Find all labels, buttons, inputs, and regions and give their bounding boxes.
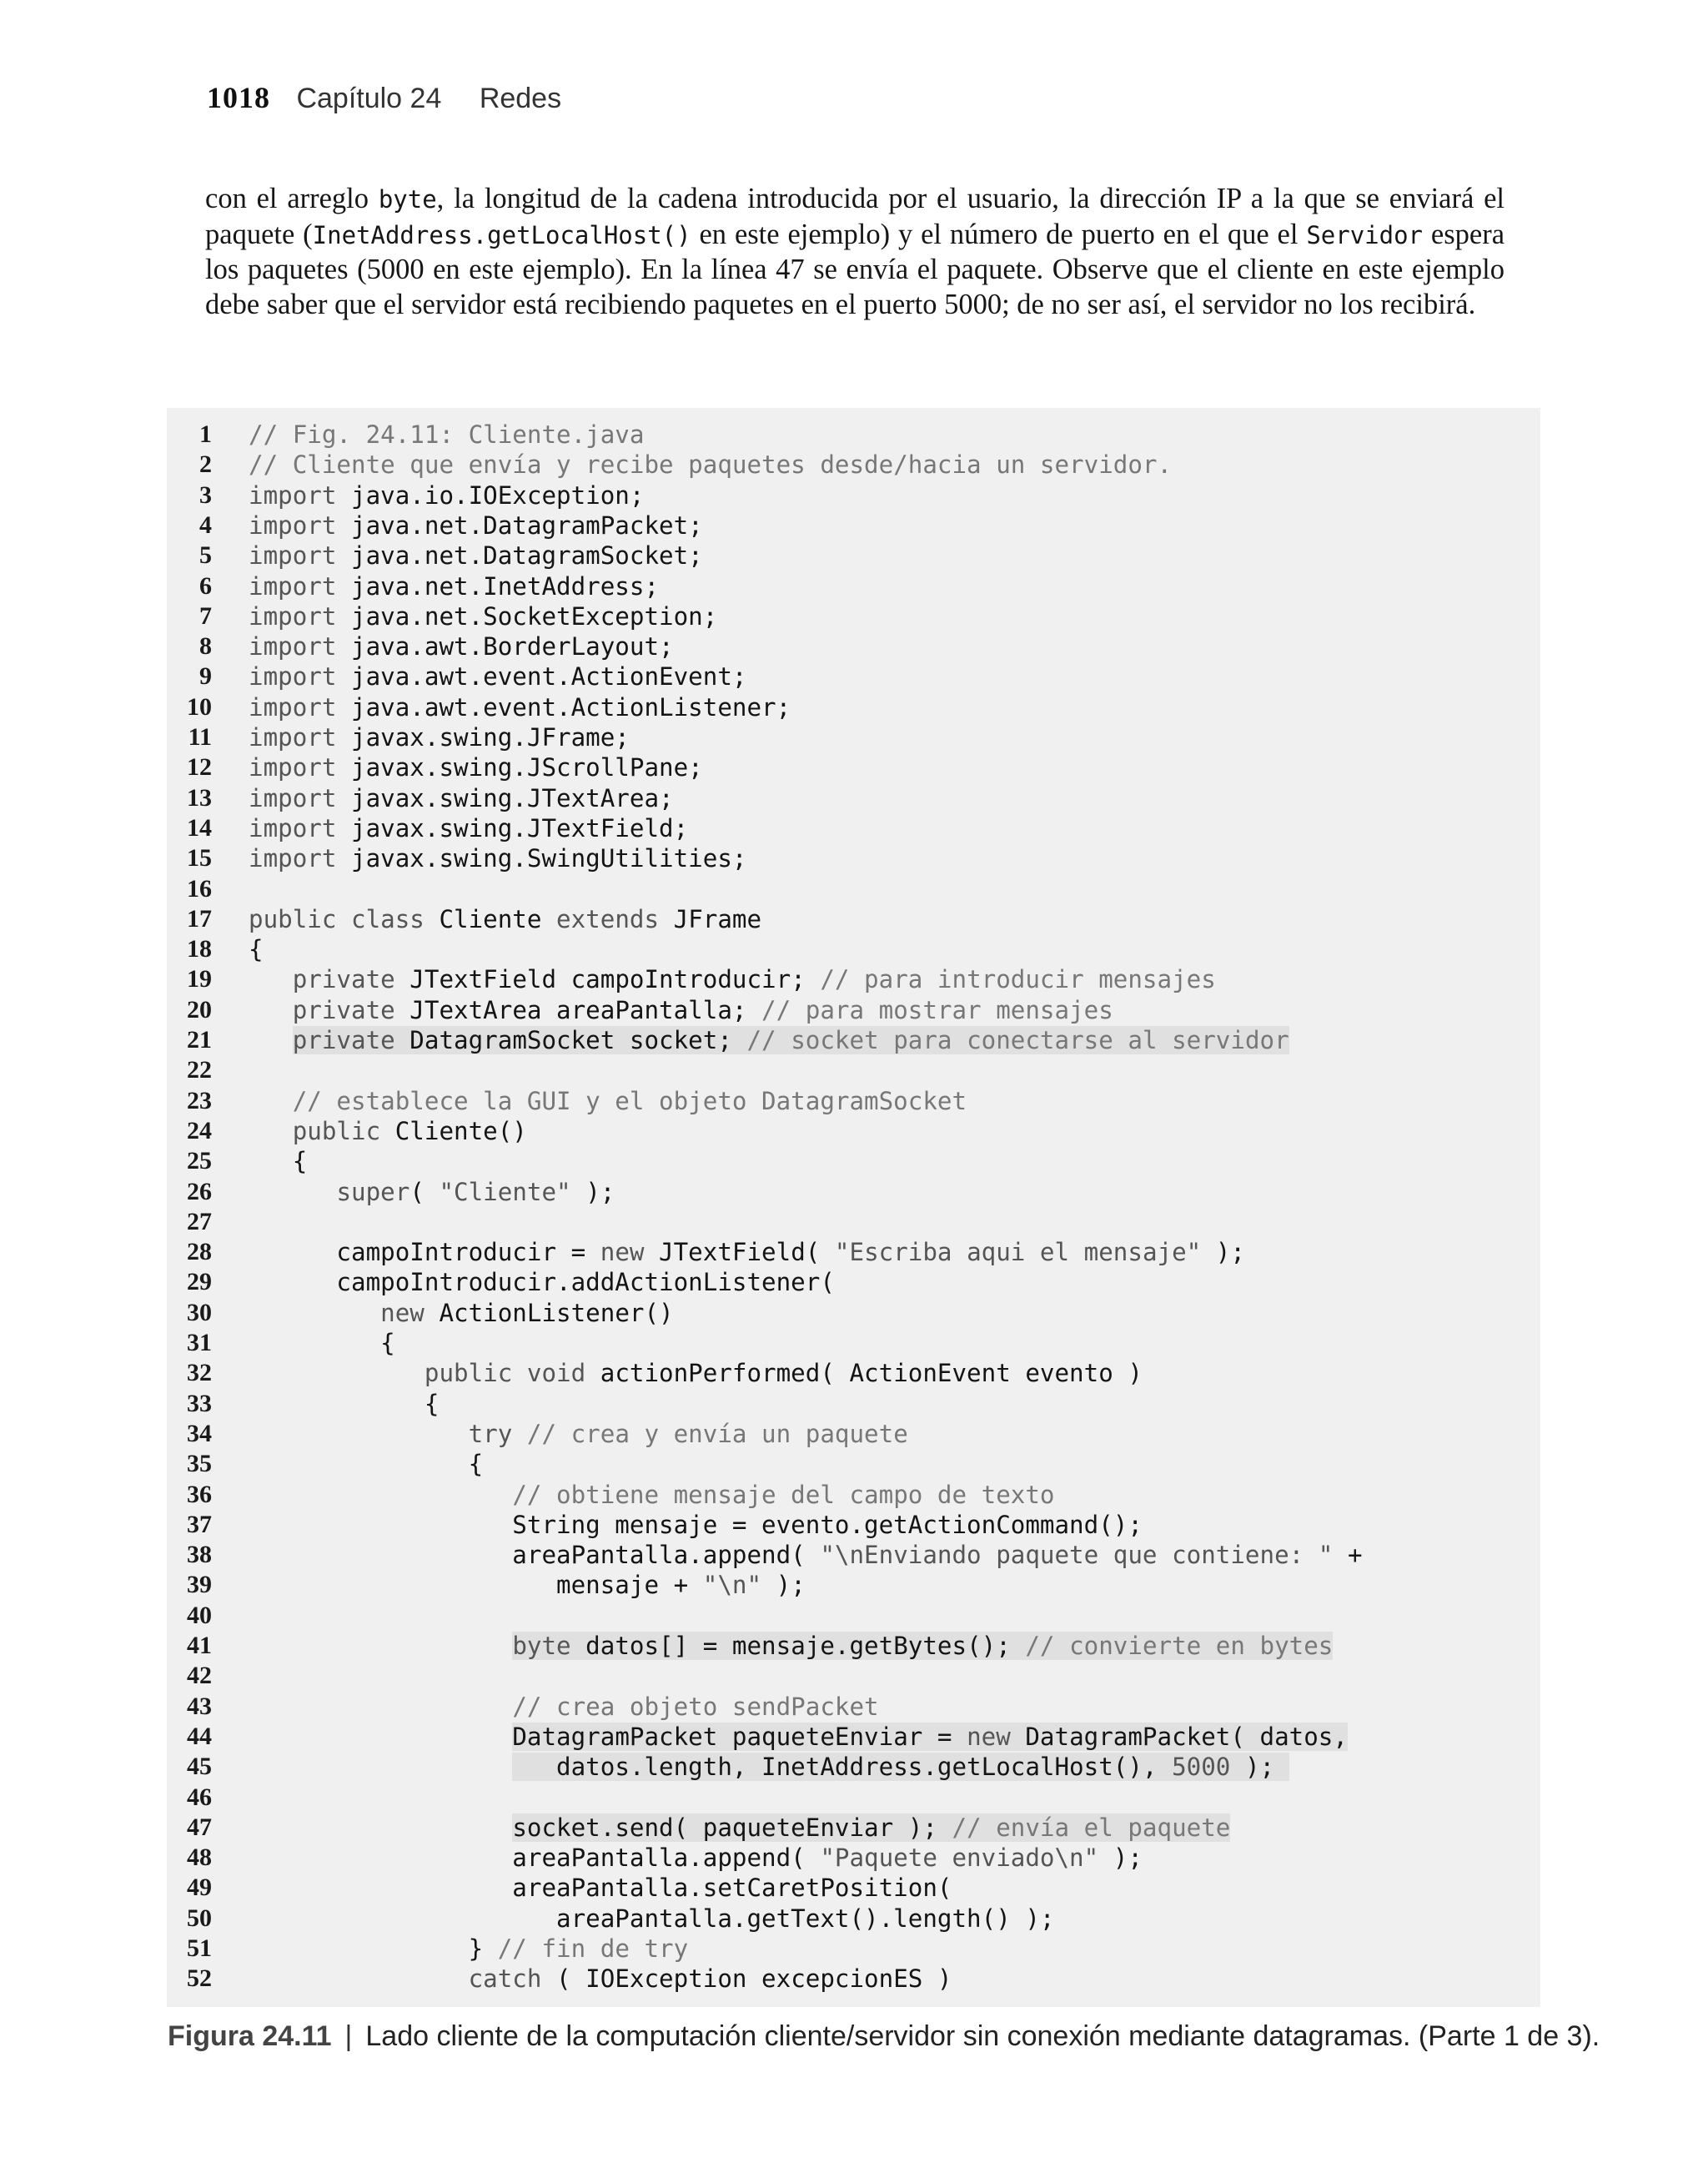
- line-number: 23: [187, 1086, 212, 1114]
- code-line: [167, 450, 1540, 480]
- code-line: [167, 601, 1540, 631]
- code-token: new: [600, 1238, 645, 1267]
- code-line: [167, 1055, 1540, 1085]
- code-token: [249, 1420, 469, 1448]
- line-number: 21: [187, 1026, 212, 1054]
- code-text: [249, 843, 746, 873]
- code-line: [167, 1813, 1540, 1843]
- code-line: [167, 1722, 1540, 1752]
- code-line: [167, 1934, 1540, 1964]
- figure-label: Figura 24.11: [168, 2020, 332, 2052]
- code-token: DatagramPacket paqueteEnviar =: [512, 1722, 967, 1751]
- code-text: [249, 1237, 1245, 1267]
- code-line: [167, 1358, 1540, 1388]
- line-number: 2: [199, 450, 212, 479]
- code-token: campoIntroducir =: [249, 1238, 600, 1267]
- code-token: "\n": [702, 1571, 762, 1600]
- code-token: {: [249, 1450, 484, 1479]
- code-line: [167, 843, 1540, 873]
- line-number: 12: [187, 753, 212, 782]
- code-line: [167, 1692, 1540, 1722]
- line-number: 13: [187, 783, 212, 812]
- code-line: [167, 1177, 1540, 1207]
- code-token: +: [1333, 1541, 1363, 1570]
- paragraph-text: en este ejemplo) y el número de puerto en el que el: [691, 218, 1307, 250]
- code-token: 5000: [1172, 1753, 1231, 1782]
- code-token: campoIntroducir.addActionListener(: [249, 1268, 835, 1297]
- code-text: [249, 541, 703, 571]
- code-line: [167, 1570, 1540, 1600]
- code-line: [167, 1298, 1540, 1328]
- code-token: // para mostrar mensajes: [761, 995, 1113, 1024]
- line-number: 52: [187, 1964, 212, 1993]
- code-token: areaPantalla.append(: [249, 1844, 821, 1873]
- line-number: 35: [187, 1450, 212, 1478]
- code-token: [249, 965, 293, 993]
- code-token: [249, 1693, 512, 1721]
- body-paragraph: [205, 182, 1505, 322]
- code-token: {: [249, 1147, 308, 1176]
- code-line: [167, 1116, 1540, 1146]
- line-number: 29: [187, 1268, 212, 1296]
- code-text: [249, 420, 644, 450]
- code-token: import: [249, 662, 337, 692]
- code-token: new: [967, 1722, 1011, 1751]
- code-token: [249, 1359, 424, 1387]
- line-number: 15: [187, 844, 212, 873]
- line-number: 11: [188, 723, 212, 751]
- code-text: [249, 1146, 307, 1176]
- code-text: [249, 480, 644, 511]
- code-text: [249, 1631, 1333, 1661]
- code-token: catch: [468, 1964, 542, 1994]
- code-text: [249, 1904, 1054, 1934]
- code-text: [249, 722, 630, 752]
- line-number: 16: [187, 874, 212, 903]
- code-token: java.awt.event.ActionListener;: [336, 692, 791, 722]
- line-number: 44: [187, 1722, 212, 1750]
- code-line: [167, 813, 1540, 843]
- code-line: [167, 541, 1540, 571]
- line-number: 45: [187, 1753, 212, 1781]
- line-number: 39: [187, 1571, 212, 1599]
- line-number: 7: [199, 601, 212, 630]
- code-text: [249, 1510, 1143, 1540]
- code-text: [249, 1813, 1230, 1843]
- code-token: [249, 1632, 512, 1660]
- line-number: 19: [187, 965, 212, 993]
- code-token: java.net.SocketException;: [336, 601, 718, 631]
- code-token: DatagramSocket socket;: [394, 1026, 747, 1054]
- code-text: [249, 1964, 952, 1994]
- code-token: import: [249, 753, 337, 782]
- code-token: [512, 1420, 527, 1448]
- code-token: {: [249, 935, 264, 964]
- code-text: [249, 1025, 1289, 1055]
- code-line: [167, 1025, 1540, 1055]
- code-line: [167, 1389, 1540, 1419]
- line-number: 9: [199, 662, 212, 691]
- code-line: [167, 661, 1540, 692]
- code-token: private: [292, 1026, 395, 1054]
- line-number: 3: [199, 480, 212, 509]
- code-token: import: [249, 813, 337, 843]
- code-text: [249, 571, 659, 601]
- code-text: [249, 511, 703, 541]
- code-token: java.io.IOException;: [336, 480, 645, 510]
- code-text: [249, 995, 1113, 1025]
- code-token: java.net.DatagramSocket;: [336, 541, 703, 571]
- code-text: [249, 1389, 439, 1419]
- code-token: [249, 1753, 512, 1781]
- code-token: extends: [556, 904, 660, 933]
- line-number: 33: [187, 1389, 212, 1417]
- code-text: [249, 1752, 1289, 1782]
- code-text: [249, 1480, 1055, 1510]
- code-token: areaPantalla.append(: [249, 1541, 821, 1570]
- code-token: // socket para conectarse al servidor: [746, 1026, 1289, 1054]
- line-number: 4: [199, 511, 212, 539]
- code-text: [249, 601, 717, 631]
- code-text: [249, 752, 703, 782]
- code-token: String mensaje = evento.getActionCommand();: [249, 1510, 1143, 1539]
- code-token: java.awt.BorderLayout;: [336, 632, 674, 661]
- code-text: [249, 1086, 967, 1116]
- code-token: private: [292, 965, 395, 994]
- code-text: [249, 964, 1216, 994]
- code-text: [249, 783, 674, 813]
- line-number: 6: [199, 571, 212, 600]
- line-number: 37: [187, 1510, 212, 1538]
- code-token: javax.swing.JTextField;: [336, 813, 689, 843]
- code-line: [167, 1328, 1540, 1358]
- line-number: 47: [187, 1813, 212, 1841]
- code-token: [249, 1117, 293, 1145]
- code-line: [167, 1873, 1540, 1903]
- code-token: );: [1201, 1238, 1245, 1267]
- line-number: 46: [187, 1783, 212, 1811]
- code-token: import: [249, 723, 337, 752]
- code-token: mensaje +: [249, 1571, 703, 1600]
- code-token: DatagramPacket( datos,: [1010, 1722, 1348, 1751]
- line-number: 8: [199, 632, 212, 661]
- line-number: 18: [187, 935, 212, 963]
- code-token: import: [249, 844, 337, 873]
- code-token: socket.send( paqueteEnviar );: [512, 1813, 952, 1842]
- line-number: 48: [187, 1844, 212, 1872]
- code-token: areaPantalla.setCaretPosition(: [249, 1874, 952, 1903]
- code-line: [167, 1843, 1540, 1873]
- line-number: 25: [187, 1147, 212, 1175]
- code-token: public void: [424, 1359, 586, 1388]
- code-text: [249, 1540, 1363, 1570]
- code-token: "Escriba aqui el mensaje": [834, 1238, 1202, 1267]
- code-line: [167, 1086, 1540, 1116]
- line-number: 30: [187, 1298, 212, 1326]
- code-line: [167, 1631, 1540, 1661]
- code-token: datos.length, InetAddress.getLocalHost(),: [512, 1753, 1173, 1782]
- code-line: [167, 631, 1540, 661]
- code-token: ( IOException excepcionES ): [541, 1964, 952, 1994]
- code-token: import: [249, 692, 337, 722]
- code-line: [167, 1510, 1540, 1540]
- code-text: [249, 1934, 688, 1964]
- code-line: [167, 964, 1540, 994]
- code-line: [167, 1237, 1540, 1267]
- running-header: [207, 80, 561, 115]
- code-token: JTextField campoIntroducir;: [394, 965, 821, 994]
- line-number: 42: [187, 1662, 212, 1690]
- code-token: "\nEnviando paquete que contiene: ": [820, 1541, 1334, 1570]
- code-token: );: [570, 1177, 615, 1206]
- code-text: [249, 813, 688, 843]
- code-token: javax.swing.JFrame;: [336, 723, 630, 752]
- code-token: [249, 1178, 336, 1206]
- line-number: 27: [187, 1207, 212, 1235]
- code-token: );: [1230, 1753, 1289, 1782]
- code-token: JTextArea areaPantalla;: [394, 995, 762, 1024]
- code-token: import: [249, 632, 337, 661]
- line-number: 32: [187, 1359, 212, 1387]
- code-text: [249, 631, 674, 661]
- code-token: // Cliente que envía y recibe paquetes desde/hacia un servidor.: [249, 450, 1173, 480]
- code-text: [249, 1267, 835, 1297]
- figure-caption: [168, 2019, 1600, 2054]
- code-line: [167, 480, 1540, 511]
- code-text: [249, 1177, 615, 1207]
- section-label: Redes: [479, 83, 562, 114]
- line-number: 26: [187, 1177, 212, 1205]
- code-line: [167, 420, 1540, 450]
- paragraph-text: , la longitud de la cadena introducida por el usuario, la dirección IP a la que se enviará el paquete (: [205, 183, 1505, 250]
- code-token: import: [249, 783, 337, 812]
- line-number: 5: [199, 541, 212, 570]
- code-token: datos[] = mensaje.getBytes();: [570, 1632, 1026, 1660]
- code-line: [167, 1480, 1540, 1510]
- code-token: {: [249, 1329, 395, 1357]
- code-token: javax.swing.SwingUtilities;: [336, 844, 747, 873]
- code-text: [249, 1692, 879, 1722]
- page-number: 1018: [207, 81, 270, 114]
- line-number: 34: [187, 1419, 212, 1447]
- code-token: actionPerformed( ActionEvent evento ): [585, 1359, 1143, 1388]
- line-number: 20: [187, 995, 212, 1024]
- code-text: [249, 1873, 952, 1903]
- inline-code: InetAddress.getLocalHost(): [312, 220, 691, 249]
- code-token: byte: [512, 1632, 571, 1660]
- code-token: [249, 1087, 293, 1115]
- code-line: [167, 1964, 1540, 1994]
- line-number: 40: [187, 1601, 212, 1629]
- code-token: java.awt.event.ActionEvent;: [336, 662, 747, 692]
- code-token: [249, 996, 293, 1024]
- code-token: "Paquete enviado\n": [820, 1844, 1099, 1873]
- line-number: 10: [187, 692, 212, 721]
- code-token: import: [249, 571, 337, 601]
- code-text: [249, 450, 1172, 480]
- code-token: [249, 1299, 380, 1327]
- code-text: [249, 904, 761, 934]
- code-line: [167, 995, 1540, 1025]
- code-line: [167, 904, 1540, 934]
- code-line: [167, 1419, 1540, 1449]
- code-text: [249, 1358, 1143, 1388]
- code-token: );: [1098, 1844, 1143, 1873]
- code-line: [167, 722, 1540, 752]
- code-text: [249, 1570, 806, 1600]
- code-token: Cliente: [424, 904, 557, 933]
- line-number: 14: [187, 813, 212, 842]
- line-number: 43: [187, 1692, 212, 1720]
- code-line: [167, 1540, 1540, 1570]
- code-token: private: [292, 995, 395, 1024]
- code-text: [249, 1449, 483, 1479]
- line-number: 50: [187, 1904, 212, 1932]
- code-line: [167, 1661, 1540, 1691]
- code-token: [249, 1964, 469, 1993]
- code-text: [249, 1298, 674, 1328]
- line-number: 28: [187, 1238, 212, 1266]
- code-token: [249, 1813, 512, 1842]
- code-token: try: [468, 1419, 513, 1448]
- code-token: // fin de try: [497, 1934, 689, 1963]
- code-text: [249, 1843, 1143, 1873]
- code-token: super: [336, 1177, 410, 1206]
- code-line: [167, 692, 1540, 722]
- code-token: new: [380, 1298, 424, 1327]
- code-token: [249, 1481, 512, 1509]
- code-token: // establece la GUI y el objeto DatagramSocket: [292, 1086, 967, 1115]
- code-token: javax.swing.JTextArea;: [336, 783, 674, 812]
- code-text: [249, 1419, 908, 1449]
- caption-text: Lado cliente de la computación cliente/servidor sin conexión mediante datagramas. (Parte 1 de 3).: [365, 2020, 1600, 2052]
- code-token: // Fig. 24.11: Cliente.java: [249, 420, 645, 449]
- line-number: 22: [187, 1056, 212, 1084]
- code-line: [167, 1904, 1540, 1934]
- code-token: // crea objeto sendPacket: [512, 1692, 879, 1721]
- inline-code: Servidor: [1306, 220, 1424, 249]
- caption-separator: |: [344, 2020, 353, 2052]
- code-text: [249, 1722, 1348, 1752]
- line-number: 38: [187, 1541, 212, 1569]
- code-text: [249, 1116, 527, 1146]
- line-number: 51: [187, 1934, 212, 1962]
- line-number: 31: [187, 1329, 212, 1356]
- code-token: areaPantalla.getText().length() );: [249, 1904, 1055, 1933]
- chapter-label: Capítulo 24: [296, 83, 442, 114]
- code-line: [167, 1207, 1540, 1237]
- code-token: "Cliente": [439, 1177, 571, 1206]
- line-number: 41: [187, 1632, 212, 1659]
- code-line: [167, 1783, 1540, 1813]
- code-token: );: [761, 1571, 806, 1600]
- code-token: }: [249, 1934, 498, 1963]
- line-number: 1: [199, 420, 212, 448]
- code-token: // para introducir mensajes: [820, 965, 1216, 994]
- code-token: (: [409, 1177, 440, 1206]
- line-number: 24: [187, 1116, 212, 1144]
- code-token: java.net.DatagramPacket;: [336, 511, 703, 540]
- code-token: {: [249, 1389, 440, 1418]
- code-line: [167, 1449, 1540, 1479]
- code-token: Cliente(): [380, 1116, 527, 1145]
- code-line: [167, 1267, 1540, 1297]
- inline-code: byte: [378, 185, 437, 214]
- code-line: [167, 1601, 1540, 1631]
- code-line: [167, 934, 1540, 964]
- code-token: JFrame: [659, 904, 762, 933]
- code-listing: [167, 408, 1540, 2007]
- code-line: [167, 571, 1540, 601]
- code-token: // envía el paquete: [952, 1813, 1231, 1842]
- code-text: [249, 1328, 395, 1358]
- code-token: javax.swing.JScrollPane;: [336, 753, 703, 782]
- code-token: import: [249, 480, 337, 510]
- code-token: import: [249, 541, 337, 571]
- code-token: ActionListener(): [424, 1298, 674, 1327]
- code-text: [249, 692, 791, 722]
- line-number: 49: [187, 1874, 212, 1902]
- code-token: public class: [249, 904, 424, 933]
- code-line: [167, 752, 1540, 782]
- code-line: [167, 1146, 1540, 1176]
- code-token: [249, 1723, 512, 1751]
- code-token: java.net.InetAddress;: [336, 571, 660, 601]
- code-token: public: [292, 1116, 381, 1145]
- paragraph-text: con el arreglo: [205, 183, 379, 214]
- code-line: [167, 511, 1540, 541]
- code-line: [167, 1752, 1540, 1782]
- code-token: // convierte en bytes: [1025, 1632, 1334, 1660]
- code-token: [249, 1026, 293, 1054]
- code-text: [249, 934, 264, 964]
- code-line: [167, 783, 1540, 813]
- code-token: JTextField(: [644, 1238, 835, 1267]
- line-number: 36: [187, 1480, 212, 1508]
- code-line: [167, 874, 1540, 904]
- code-token: // obtiene mensaje del campo de texto: [512, 1480, 1055, 1509]
- paragraph-text: espera los paquetes (5000 en este ejemplo). En la línea 47 se envía el paquete. Observe que el cliente en este ejemplo debe saber que el servidor está recibiendo paquetes en el puerto 5000; de no ser así, el servidor no los recibirá.: [205, 218, 1505, 320]
- code-token: import: [249, 511, 337, 540]
- line-number: 17: [187, 904, 212, 933]
- code-text: [249, 661, 746, 692]
- code-token: import: [249, 601, 337, 631]
- code-token: // crea y envía un paquete: [526, 1419, 908, 1448]
